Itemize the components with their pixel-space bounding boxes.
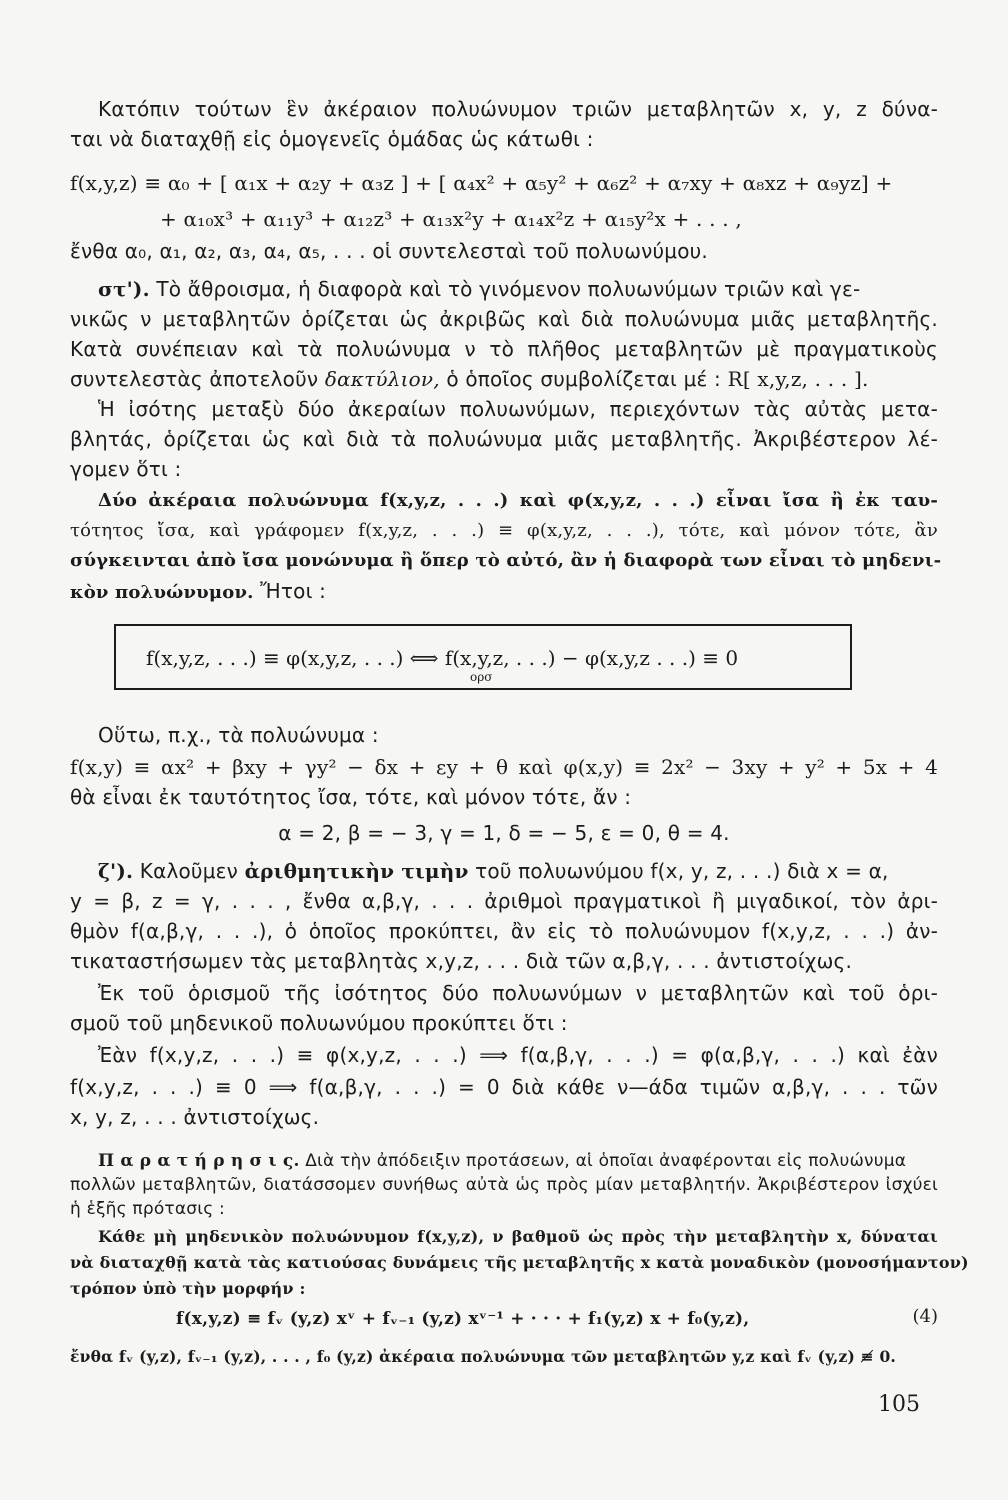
formula-line: + α₁₀x³ + α₁₁y³ + α₁₂z³ + α₁₃x²y + α₁₄x²z + α₁₅y²x + . . . , — [160, 207, 742, 231]
text-line: x, y, z, . . . ἀντιστοίχως. — [70, 1105, 320, 1129]
text-line: γομεν ὅτι : — [70, 457, 182, 481]
theorem-line: νὰ διαταχθῇ κατὰ τὰς κατιούσας δυνάμεις τῆς μεταβλητῆς x κατὰ μοναδικὸν (μονοσήμαντον) — [70, 1253, 969, 1272]
text-line: βλητάς, ὁρίζεται ὡς καὶ διὰ τὰ πολυώνυμα μιᾶς μεταβλητῆς. Ἀκριβέστερον λέ- — [70, 427, 938, 451]
text-line: Ἐκ τοῦ ὁρισμοῦ τῆς ἰσότητος δύο πολυωνύμων ν μεταβλητῶν καὶ τοῦ ὁρι- — [98, 981, 938, 1005]
formula-line: f(x,y,z) ≡ α₀ + [ α₁x + α₂y + α₃z ] + [ α₄x² + α₅y² + α₆z² + α₇xy + α₈xz + α₉yz] + — [70, 171, 893, 195]
text-line: νικῶς ν μεταβλητῶν ὁρίζεται ὡς ἀκριβῶς καὶ διὰ πολυώνυμα μιᾶς μεταβλητῆς. — [70, 307, 938, 331]
text-span: Καλοῦμεν — [139, 859, 239, 883]
text-line — [70, 366, 938, 392]
text-line: Οὕτω, π.χ., τὰ πολυώνυμα : — [98, 723, 379, 747]
theorem-line: ἔνθα fᵥ (y,z), fᵥ₋₁ (y,z), . . . , f₀ (y,z) ἀκέραια πολυώνυμα τῶν μεταβλητῶν y,z καὶ fᵥ (y,z) ≢ 0. — [70, 1347, 897, 1366]
text-line: f(x,y,z, . . .) ≡ 0 ⟹ f(α,β,γ, . . .) = 0 διὰ κάθε ν—άδα τιμῶν α,β,γ, . . . τῶν — [70, 1075, 938, 1099]
formula-line: f(x,y) ≡ αx² + βxy + γy² − δx + εy + θ καὶ φ(x,y) ≡ 2x² − 3xy + y² + 5x + 4 — [70, 755, 938, 779]
text-line — [70, 578, 938, 606]
text-line: τικαταστήσωμεν τὰς μεταβλητὰς x,y,z, . . . διὰ τῶν α,β,γ, . . . ἀντιστοίχως. — [70, 949, 853, 973]
text-span: Ἤτοι : — [260, 579, 327, 603]
theorem-line: τότητος ἴσα, καὶ γράφομεν f(x,y,z, . . .) ≡ φ(x,y,z, . . .), τότε, καὶ μόνον τότε, ἂν — [70, 520, 938, 541]
text-line: y = β, z = γ, . . . , ἔνθα α,β,γ, . . . ἀριθμοὶ πραγματικοὶ ἢ μιγαδικοί, τὸν ἀρι- — [70, 889, 938, 913]
italic-term: δακτύλιον, — [324, 367, 440, 391]
bold-term: ἀριθμητικὴν τιμὴν — [244, 859, 469, 883]
text-line: Κατόπιν τούτων ἓν ἀκέραιον πολυώνυμον τριῶν μεταβλητῶν x, y, z δύνα- — [98, 97, 938, 121]
note-line — [70, 1148, 938, 1174]
text-span: τοῦ πολυωνύμου f(x, y, z, . . .) διὰ x = α, — [475, 859, 889, 883]
text-line — [70, 276, 938, 302]
boxed-formula: f(x,y,z, . . .) ≡ φ(x,y,z, . . .) ⟺ f(x,y,z, . . .) − φ(x,y,z . . .) ≡ 0 — [146, 646, 739, 670]
text-line: θμὸν f(α,β,γ, . . .), ὁ ὁποῖος προκύπτει, ἂν εἰς τὸ πολυώνυμον f(x,y,z, . . .) ἀν- — [70, 919, 938, 943]
text-line: Ἐὰν f(x,y,z, . . .) ≡ φ(x,y,z, . . .) ⟹ f(α,β,γ, . . .) = φ(α,β,γ, . . .) καὶ ἐὰν — [98, 1043, 938, 1067]
text-line: σμοῦ τοῦ μηδενικοῦ πολυωνύμου προκύπτει ὅτι : — [70, 1011, 568, 1035]
theorem-line: σύγκεινται ἀπὸ ἴσα μονώνυμα ἢ ὅπερ τὸ αὐτό, ἂν ἡ διαφορὰ των εἶναι τὸ μηδενι- — [70, 550, 942, 571]
section-label: ζ'). — [98, 859, 134, 883]
boxed-formula-subscript: ορσ — [470, 670, 493, 684]
theorem-line: Δύο ἀκέραια πολυώνυμα f(x,y,z, . . .) καὶ φ(x,y,z, . . .) εἶναι ἴσα ἢ ἐκ ταυ- — [98, 490, 938, 511]
text-line: Ἡ ἰσότης μεταξὺ δύο ἀκεραίων πολυωνύμων, περιεχόντων τὰς αὐτὰς μετα- — [98, 397, 938, 421]
text-line: Κατὰ συνέπειαν καὶ τὰ πολυώνυμα ν τὸ πλῆθος μεταβλητῶν μὲ πραγματικοὺς — [70, 337, 938, 361]
section-label: στ'). — [98, 277, 150, 301]
formula-line: f(x,y,z) ≡ fᵥ (y,z) xᵛ + fᵥ₋₁ (y,z) xᵛ⁻¹ + · · · + f₁(y,z) x + f₀(y,z), — [176, 1309, 750, 1329]
text-line: ται νὰ διαταχθῇ εἰς ὁμογενεῖς ὁμάδας ὡς κάτωθι : — [70, 127, 594, 151]
text-span: ὁ ὁποῖος συμβολίζεται μέ : — [446, 367, 721, 391]
text-line: ἔνθα α₀, α₁, α₂, α₃, α₄, α₅, . . . οἱ συντελεσταὶ τοῦ πολυωνύμου. — [70, 239, 708, 263]
equation-number: (4) — [912, 1306, 938, 1327]
text-span: Διὰ τὴν ἀπόδειξιν προτάσεων, αἱ ὁποῖαι ἀναφέρονται εἰς πολυώνυμα — [305, 1151, 907, 1171]
text-line: θὰ εἶναι ἐκ ταυτότητος ἴσα, τότε, καὶ μόνον τότε, ἄν : — [70, 785, 632, 809]
theorem-line: τρόπον ὑπὸ τὴν μορφήν : — [70, 1279, 306, 1298]
formula-line: α = 2, β = − 3, γ = 1, δ = − 5, ε = 0, θ = 4. — [278, 821, 730, 845]
theorem-end: κὸν πολυώνυμον. — [70, 582, 254, 603]
note-label: Π α ρ α τ ή ρ η σ ι ς. — [98, 1151, 300, 1171]
text-span: συντελεστὰς ἀποτελοῦν — [70, 367, 319, 391]
theorem-line: Κάθε μὴ μηδενικὸν πολυώνυμον f(x,y,z), ν βαθμοῦ ὡς πρὸς τὴν μεταβλητὴν x, δύναται — [98, 1227, 938, 1246]
ring-symbol: R[ x,y,z, . . . ]. — [727, 367, 869, 391]
text-span: Τὸ ἄθροισμα, ἡ διαφορὰ καὶ τὸ γινόμενον πολυωνύμων τριῶν καὶ γε- — [156, 277, 861, 301]
note-line: πολλῶν μεταβλητῶν, διατάσσομεν συνήθως αὐτὰ ὡς πρὸς μίαν μεταβλητήν. Ἀκριβέστερον ἰσχύει — [70, 1175, 938, 1195]
page-number: 105 — [878, 1392, 920, 1417]
text-line — [70, 858, 938, 884]
note-line: ἡ ἑξῆς πρότασις : — [70, 1199, 225, 1219]
